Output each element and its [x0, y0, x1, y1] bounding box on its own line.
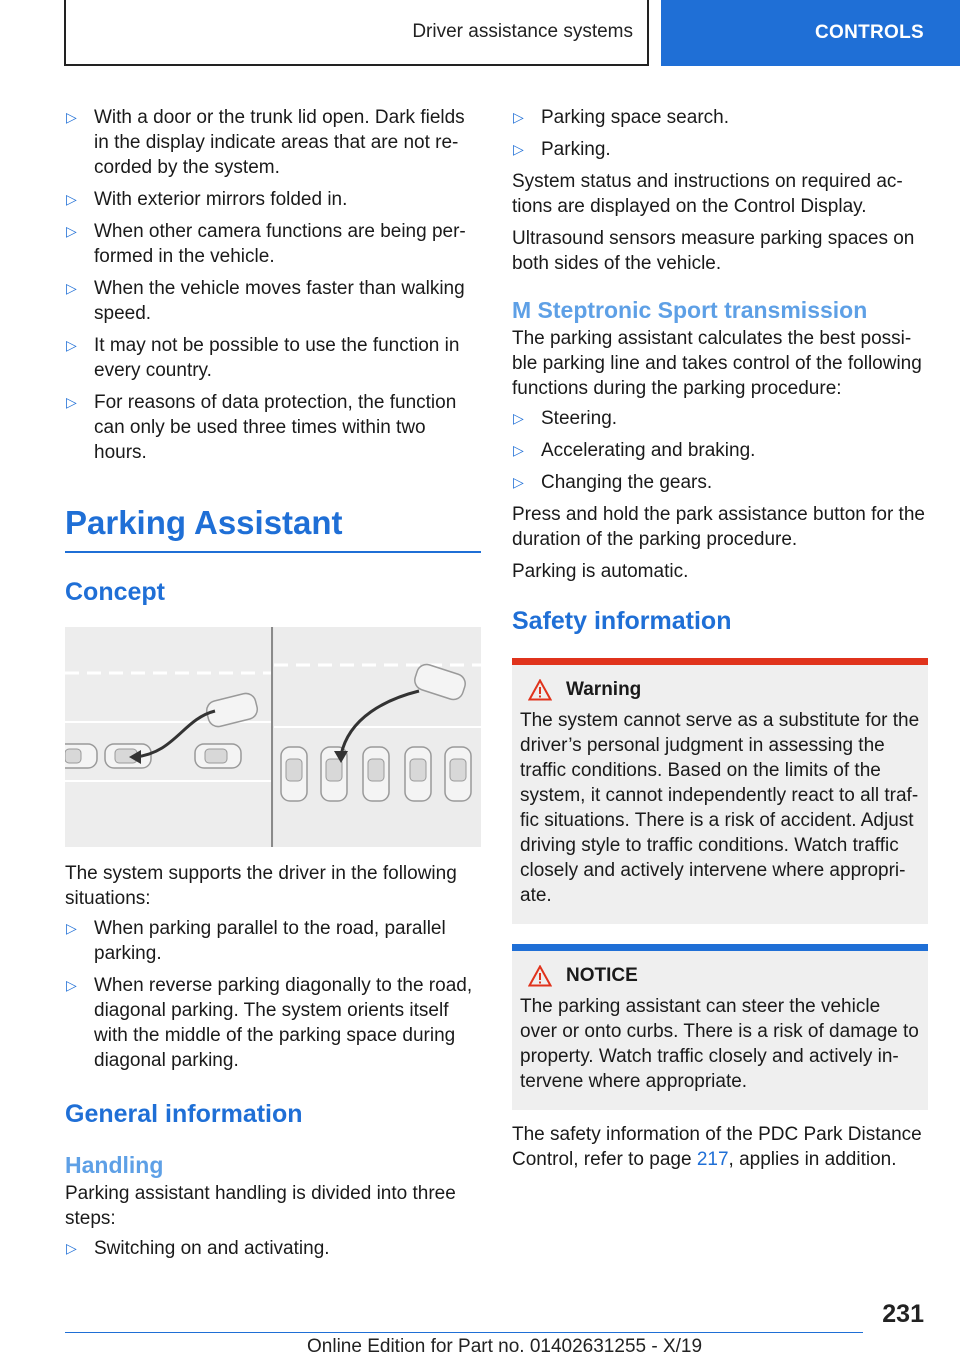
m-steptronic-bullets	[512, 406, 928, 495]
list-item: ▷ When other camera functions are being per‐formed in the vehicle.	[66, 221, 466, 267]
concept-text: The system supports the driver in the following situations:	[65, 863, 457, 909]
triangle-right-icon: ▷	[66, 223, 77, 239]
triangle-right-icon: ▷	[66, 280, 77, 296]
general-heading: General information	[65, 1100, 303, 1128]
footer-rule	[65, 1332, 863, 1333]
triangle-right-icon: ▷	[66, 337, 77, 353]
m-steptronic-text: The parking assistant calculates the best possi‐ble parking line and takes control of the following functions during the parking procedure:	[512, 328, 922, 399]
triangle-right-icon: ▷	[513, 474, 524, 490]
list-item: ▷ When the vehicle moves faster than walking speed.	[66, 278, 465, 324]
list-item: ▷ With exterior mirrors folded in.	[66, 189, 348, 210]
pdc-reference-paragraph: The safety information of the PDC Park Distance Control, refer to page 217, applies in addition.	[512, 1124, 922, 1170]
list-item: ▷ Parking.	[513, 139, 611, 160]
triangle-right-icon: ▷	[513, 442, 524, 458]
list-item: ▷ With a door or the trunk lid open. Dark fields in the display indicate areas that are not re‐corded by the system.	[66, 107, 465, 178]
left-top-bullets	[65, 105, 481, 465]
right-top-bullets	[512, 105, 928, 162]
list-item: ▷ Switching on and activating.	[66, 1238, 330, 1259]
list-item: ▷ Accelerating and braking.	[513, 440, 756, 461]
concept-bullets	[65, 916, 481, 1073]
right-column	[512, 100, 928, 1172]
warning-text: The system cannot serve as a substitute for the driver’s personal judgment in assessing the traffic conditions. Based on the limits of the system, it cannot independently react to all traf‐fic situations. There is a risk of accident. Adjust driving style to traffic conditions. Watch traffic closely and actively intervene where appropri‐ate.	[520, 710, 920, 906]
page-number: 231	[882, 1300, 924, 1328]
list-item: ▷ When parking parallel to the road, parallel parking.	[66, 918, 446, 964]
footer-edition: Online Edition for Part no. 01402631255 - X/19	[307, 1336, 703, 1357]
m-steptronic-heading: M Steptronic Sport transmission	[512, 297, 868, 323]
left-column	[65, 100, 481, 1261]
safety-heading: Safety information	[512, 607, 732, 635]
automatic-paragraph: Parking is automatic.	[512, 561, 689, 582]
notice-title: NOTICE	[566, 965, 638, 986]
status-paragraph: System status and instructions on required ac‐tions are displayed on the Control Display.	[512, 171, 903, 217]
warning-title: Warning	[566, 679, 642, 700]
header-chapter-title: CONTROLS	[815, 22, 925, 43]
triangle-right-icon: ▷	[66, 191, 77, 207]
triangle-right-icon: ▷	[513, 410, 524, 426]
list-item: ▷ Changing the gears.	[513, 472, 713, 493]
concept-heading: Concept	[65, 578, 165, 606]
header-chapter[interactable]	[661, 0, 960, 66]
triangle-right-icon: ▷	[66, 109, 77, 125]
list-item: ▷ Steering.	[513, 408, 618, 429]
header-section	[64, 0, 649, 66]
press-hold-paragraph: Press and hold the park assistance button for the duration of the parking procedure.	[512, 504, 925, 550]
triangle-right-icon: ▷	[66, 920, 77, 936]
triangle-right-icon: ▷	[66, 977, 77, 993]
warning-box	[512, 658, 928, 924]
triangle-right-icon: ▷	[513, 141, 524, 157]
parking-illustration	[65, 627, 481, 847]
page-title: Parking Assistant	[65, 503, 481, 553]
handling-heading: Handling	[65, 1152, 164, 1178]
notice-box	[512, 944, 928, 1110]
warning-triangle-icon	[528, 965, 552, 987]
list-item: ▷ For reasons of data protection, the function can only be used three times within two hours.	[66, 392, 457, 463]
sensor-paragraph: Ultrasound sensors measure parking spaces on both sides of the vehicle.	[512, 228, 915, 274]
notice-title-row	[528, 963, 920, 988]
warning-title-row	[528, 677, 920, 702]
list-item: ▷ It may not be possible to use the function in every country.	[66, 335, 460, 381]
warning-triangle-icon	[528, 679, 552, 701]
handling-bullets	[65, 1236, 481, 1261]
triangle-right-icon: ▷	[66, 394, 77, 410]
triangle-right-icon: ▷	[513, 109, 524, 125]
notice-text: The parking assistant can steer the vehicle over or onto curbs. There is a risk of damage to property. Watch traffic closely and actively in‐tervene where appropriate.	[520, 996, 919, 1092]
list-item: ▷ Parking space search.	[513, 107, 729, 128]
list-item: ▷ When reverse parking diagonally to the road, diagonal parking. The system orients itself with the middle of the parking space during diagonal parking.	[66, 975, 473, 1071]
header-section-title: Driver assistance systems	[412, 21, 633, 42]
page-reference-link[interactable]: 217	[696, 1149, 729, 1170]
handling-text: Parking assistant handling is divided into three steps:	[65, 1183, 456, 1229]
triangle-right-icon: ▷	[66, 1240, 77, 1256]
